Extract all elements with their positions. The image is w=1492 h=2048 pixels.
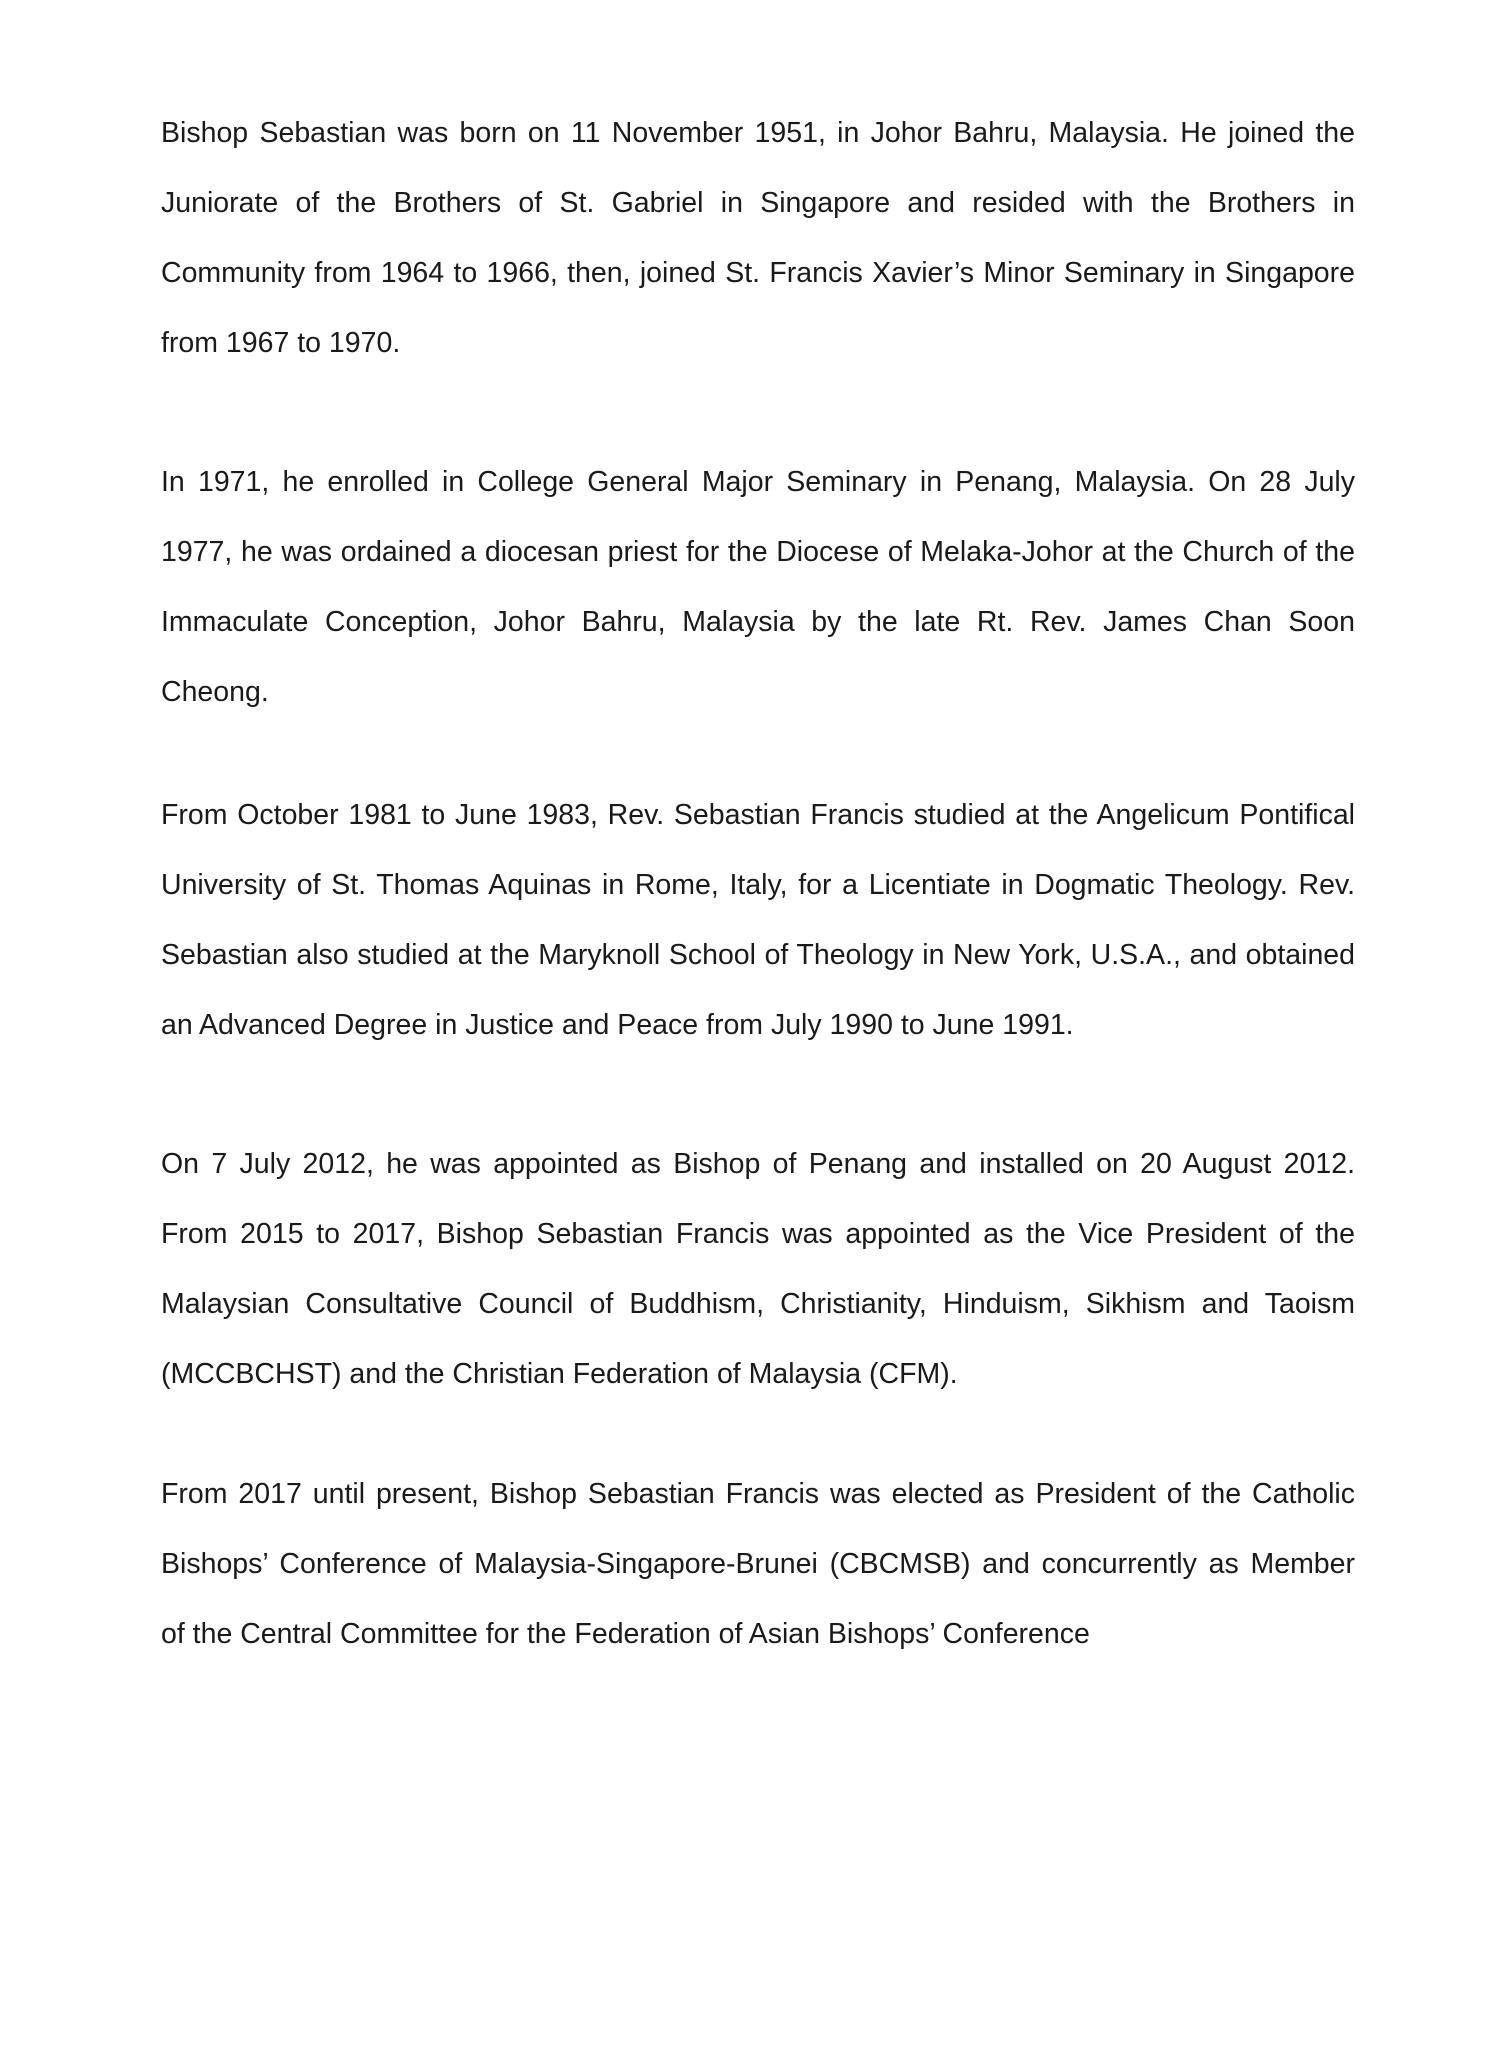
paragraph-appointment: On 7 July 2012, he was appointed as Bishop of Penang and installed on 20 August 2012. From 2015 to 2017, Bishop Sebastian Francis was appointed as the Vice President of the Malaysian Consultative Council of Buddhism, Christianity, Hinduism, Sikhism and Taoism (MCCBCHST) and the Christian Federation of Malaysia (CFM). bbox=[161, 1148, 1355, 1390]
paragraph-early-life: Bishop Sebastian was born on 11 November 1951, in Johor Bahru, Malaysia. He joined the Juniorate of the Brothers of St. Gabriel in Singapore and resided with the Brothers in Community from 1964 to 1966, then, joined St. Francis Xavier’s Minor Seminary in Singapore from 1967 to 1970. bbox=[161, 117, 1355, 359]
paragraph-studies: From October 1981 to June 1983, Rev. Sebastian Francis studied at the Angelicum Pontifical University of St. Thomas Aquinas in Rome, Italy, for a Licentiate in Dogmatic Theology. Rev. Sebastian also studied at the Maryknoll School of Theology in New York, U.S.A., and obtained an Advanced Degree in Justice and Peace from July 1990 to June 1991. bbox=[161, 799, 1355, 1041]
paragraph-presidency: From 2017 until present, Bishop Sebastian Francis was elected as President of the Catholic Bishops’ Conference of Malaysia-Singapore-Brunei (CBCMSB) and concurrently as Member of the Central Committee for the Federation of Asian Bishops’ Conference bbox=[161, 1478, 1355, 1650]
paragraph-ordination: In 1971, he enrolled in College General Major Seminary in Penang, Malaysia. On 28 July 1977, he was ordained a diocesan priest for the Diocese of Melaka-Johor at the Church of the Immaculate Conception, Johor Bahru, Malaysia by the late Rt. Rev. James Chan Soon Cheong. bbox=[161, 466, 1355, 708]
document-body bbox=[161, 98, 1355, 1669]
